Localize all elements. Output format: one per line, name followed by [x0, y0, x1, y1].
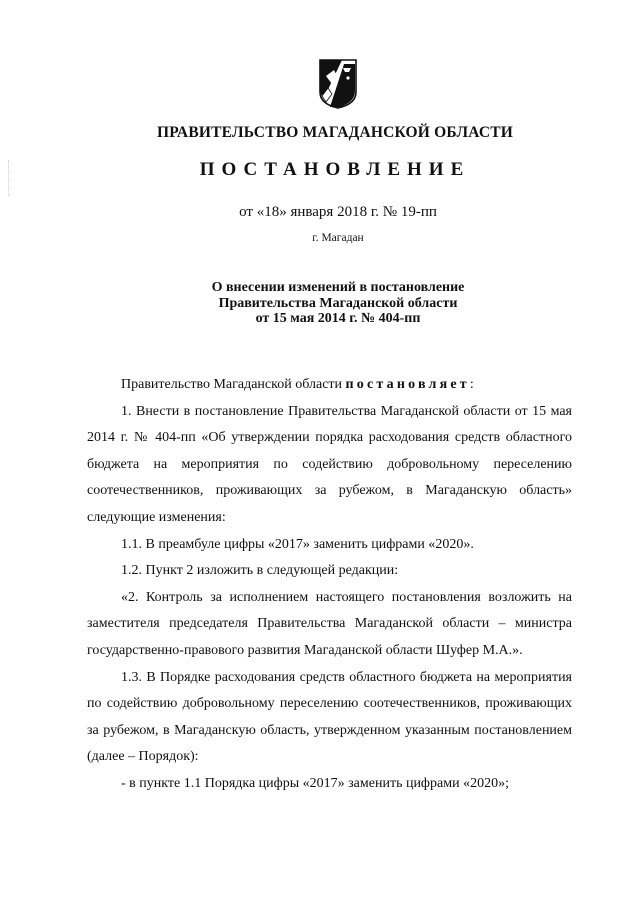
item-1-3-paragraph: 1.3. В Порядке расходования средств областного бюджета на мероприятия по содействию добровольному переселению соотечественников, проживающих за рубежом, в Магаданскую область, утвержденном указанным постановлением (далее – Порядок): — [87, 669, 572, 765]
government-title: ПРАВИТЕЛЬСТВО МАГАДАНСКОЙ ОБЛАСТИ — [156, 124, 514, 141]
intro-paragraph — [87, 372, 572, 399]
quoted-item-2-paragraph: «2. Контроль за исполнением настоящего постановления возложить на заместителя председателя Правительства Магаданской области – министра государственно-правового развития Магаданской области Шуфер М.А.». — [87, 589, 572, 658]
document-subject — [0, 280, 640, 327]
item-1-2-paragraph: 1.2. Пункт 2 изложить в следующей редакции: — [121, 563, 399, 579]
coat-of-arms-icon — [318, 58, 358, 110]
intro-text: Правительство Магаданской области — [121, 377, 346, 392]
bullet-paragraph: - в пункте 1.1 Порядка цифры «2017» заменить цифрами «2020»; — [121, 775, 509, 791]
intro-colon: : — [469, 377, 474, 392]
document-type: ПОСТАНОВЛЕНИЕ — [199, 159, 471, 180]
document-city: г. Магадан — [312, 232, 364, 244]
document-body — [87, 372, 572, 798]
subject-line: О внесении изменений в постановление — [211, 280, 465, 295]
item-1-paragraph: 1. Внести в постановление Правительства Магаданской области от 15 мая 2014 г. № 404-пп «Об утверждении порядка расходования средств областного бюджета на мероприятия по содействию добровольному переселению соотечественников, проживающих за рубежом, в Магаданскую область» следующие изменения: — [87, 403, 572, 525]
item-1-1-paragraph: 1.1. В преамбуле цифры «2017» заменить цифрами «2020». — [121, 536, 474, 552]
intro-decree-word: постановляет — [345, 377, 470, 392]
subject-line: от 15 мая 2014 г. № 404-пп — [255, 311, 421, 326]
document-date-number: от «18» января 2018 г. № 19-пп — [239, 204, 437, 220]
subject-line: Правительства Магаданской области — [218, 295, 458, 311]
